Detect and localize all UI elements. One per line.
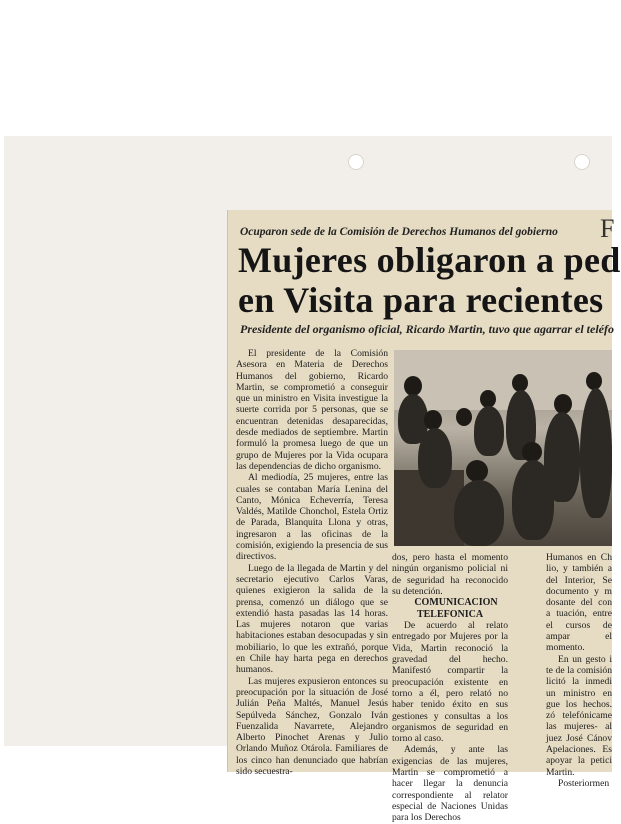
photo-person — [456, 408, 472, 426]
photo-person — [466, 460, 488, 482]
paragraph: El presidente de la Comisión Asesora en Materia de Derechos Humanos del gobierno, Ricardo Martin, se comprometió a conseguir que un ministro en Visita investigue la suerte corrida por 5 personas, que se encuentran detenidas desaparecidas, desde mediados de septiembre. Martin formuló la promesa luego de que un grupo de Mujeres por la Vida ocupara las dependencias de dicho organismo. — [236, 348, 388, 472]
paragraph: dos, pero hasta el momento ningún organismo policial ni de seguridad ha reconocido su detención. — [392, 552, 508, 597]
article-column-3 — [546, 552, 612, 789]
headline: Mujeres obligaron a ped en Visita para recientes — [238, 240, 621, 320]
photo-person — [424, 410, 442, 430]
kicker-line: Ocuparon sede de la Comisión de Derechos Humanos del gobierno — [240, 226, 558, 238]
paragraph: Luego de la llegada de Martin y del secretario ejecutivo Carlos Varas, quienes exigieron la salida de la prensa, comenzó un diálogo que se extendió hasta pasadas las 14 horas. Las mujeres notaron que varias habitaciones estaban desocupadas y sin mobiliario, lo que les extrañó, porque en Chile hay harta pega en derechos humanos. — [236, 562, 388, 676]
photo-person — [554, 394, 572, 414]
handwritten-mark: F — [600, 214, 615, 243]
photo-person — [474, 406, 504, 456]
paragraph: Al mediodía, 25 mujeres, entre las cuales se contaban María Lenina del Canto, Mónica Echeverría, Teresa Valdés, Matilde Chonchol, Estela Ortiz de Parada, Blanquita Llona y otras, ingresaron a las oficinas de la comisión, exigiendo la presencia de sus directivos. — [236, 472, 388, 563]
paragraph: Las mujeres expusieron entonces su preocupación por la situación de José Julián Peña Maltés, Manuel Jesús Sepúlveda Sánchez, Gonzalo Iván Fuenzalida Navarrete, Alejandro Alberto Pinochet Arenas y Julio Orlando Muñoz Otárola. Familiares de los cinco han denunciado que habrían sido secuestra- — [236, 675, 388, 777]
paragraph: Posteriormen — [558, 777, 610, 789]
paragraph: De acuerdo al relato entregado por Mujeres por la Vida, Martin reconoció la gravedad del hecho. Manifestó compartir la preocupación existente en torno a él, pero relató no haber tenido éxito en sus gestiones y consultas a los organismos de seguridad en torno al caso. — [392, 620, 508, 745]
punch-hole-right — [574, 154, 590, 170]
photo-person — [454, 480, 504, 546]
paragraph: Además, y ante las exigencias de las mujeres, Martin se comprometió a hacer llegar la denuncia correspondiente al relator especial de Naciones Unidas para los Derechos — [392, 744, 508, 824]
deck-subtitle: Presidente del organismo oficial, Ricardo Martin, tuvo que agarrar el teléfo — [240, 322, 614, 336]
photo-wall — [394, 350, 612, 410]
photo-person — [580, 388, 612, 518]
photo-person — [418, 428, 452, 488]
paragraph: Humanos en Ch lio, y también a del Interior, Se documento y m dosante del con a tuación, entre el cursos de ampar el momento. — [546, 552, 612, 654]
article-column-1 — [236, 348, 388, 777]
paragraph: En un gesto i te de la comisión licitó la inmedi un ministro en gue los hechos. zó telefónicame las mujeres- al juez José Cánov Apelaciones. Es apoyar la petici Martin. — [546, 653, 612, 778]
newspaper-clipping — [228, 210, 621, 824]
punch-hole-left — [348, 154, 364, 170]
news-photo — [394, 350, 612, 546]
section-subhead: COMUNICACION TELEFONICA — [414, 597, 498, 620]
photo-person — [404, 376, 422, 396]
article-column-2 — [392, 552, 508, 824]
photo-person — [544, 412, 580, 502]
photo-person — [522, 442, 542, 462]
